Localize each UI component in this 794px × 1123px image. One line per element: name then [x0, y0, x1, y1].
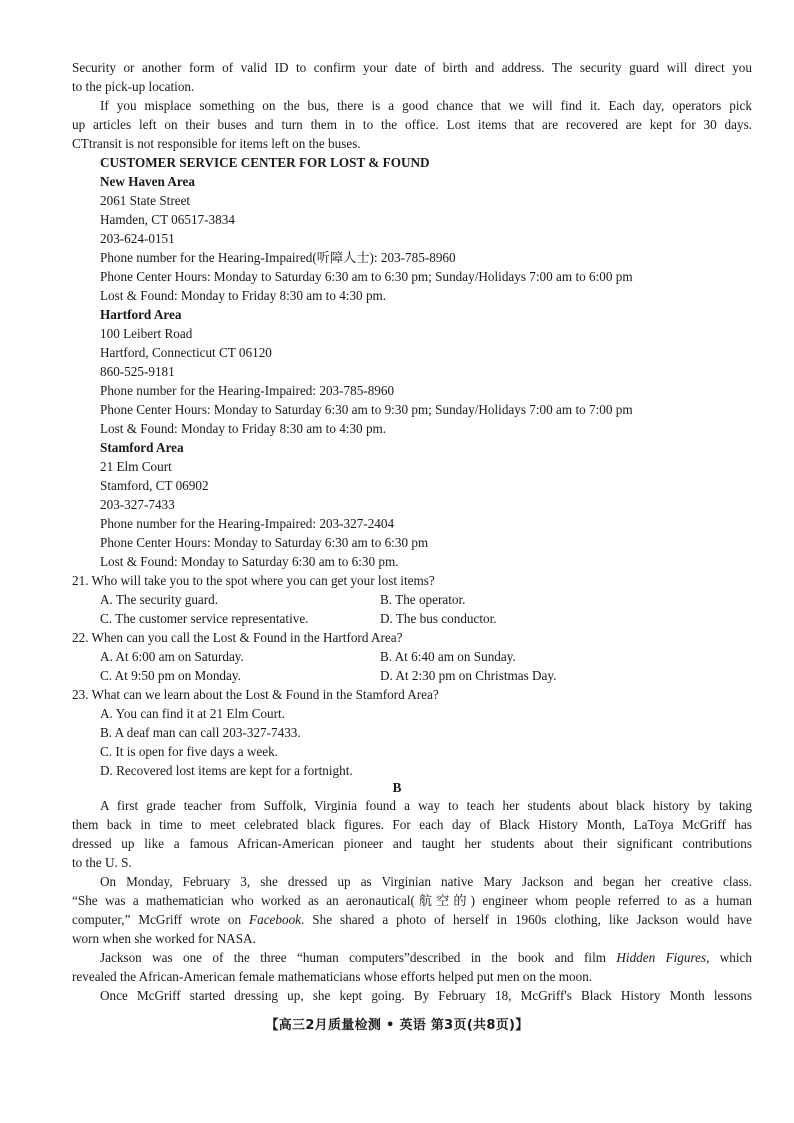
paragraph-line: to the U. S. — [72, 855, 132, 870]
paragraph-line — [100, 948, 752, 967]
option-c: C. At 9:50 pm on Monday. — [100, 668, 241, 683]
paragraph-line: to the pick-up location. — [72, 79, 195, 94]
option-d: D. The bus conductor. — [380, 611, 497, 626]
question-stem: 22. When can you call the Lost & Found in the Hartford Area? — [72, 630, 403, 645]
text-run: , which — [706, 950, 753, 965]
paragraph-line: “She was a mathematician who worked as an aeronautical(航空的) engineer whom people referred to as a human — [72, 893, 752, 908]
area-city: Hamden, CT 06517-3834 — [100, 212, 235, 227]
option-c: C. The customer service representative. — [100, 611, 309, 626]
area-street: 100 Leibert Road — [100, 326, 193, 341]
area-hours: Phone Center Hours: Monday to Saturday 6:30 am to 6:30 pm; Sunday/Holidays 7:00 am to 6:00 pm — [100, 269, 633, 284]
area-city: Hartford, Connecticut CT 06120 — [100, 345, 272, 360]
option-d: D. Recovered lost items are kept for a fortnight. — [100, 763, 353, 778]
paragraph-line: A first grade teacher from Suffolk, Virginia found a way to teach her students about black history by taking — [100, 798, 752, 813]
area-name: New Haven Area — [100, 174, 195, 189]
option-a: A. The security guard. — [100, 592, 219, 607]
paragraph-line: worn when she worked for NASA. — [72, 931, 256, 946]
area-lost-found: Lost & Found: Monday to Friday 8:30 am to 4:30 pm. — [100, 288, 387, 303]
area-street: 2061 State Street — [100, 193, 191, 208]
area-phone: 860-525-9181 — [100, 364, 175, 379]
paragraph-line — [72, 910, 752, 929]
passage-label: B — [392, 780, 402, 795]
paragraph-line: revealed the African-American female mathematicians whose efforts helped put men on the moon. — [72, 969, 593, 984]
option-d: D. At 2:30 pm on Christmas Day. — [380, 668, 557, 683]
option-b: B. A deaf man can call 203-327-7433. — [100, 725, 301, 740]
area-hearing-phone: Phone number for the Hearing-Impaired: 203-327-2404 — [100, 516, 395, 531]
paragraph-line: Once McGriff started dressing up, she kept going. By February 18, McGriff's Black History Month lessons — [100, 988, 752, 1003]
page-footer: 【高三2月质量检测 • 英语 第3页(共8页)】 — [265, 1018, 529, 1033]
text-run: computer,” McGriff wrote on — [72, 912, 250, 927]
area-phone: 203-624-0151 — [100, 231, 175, 246]
option-a: A. You can find it at 21 Elm Court. — [100, 706, 285, 721]
option-a: A. At 6:00 am on Saturday. — [100, 649, 244, 664]
area-phone: 203-327-7433 — [100, 497, 175, 512]
paragraph-line: Security or another form of valid ID to confirm your date of birth and address. The security guard will direct you — [72, 60, 752, 75]
paragraph-line: If you misplace something on the bus, there is a good chance that we will find it. Each day, operators pick — [100, 98, 752, 113]
paragraph-line: up articles left on their buses and turn them in to the office. Lost items that are recovered are kept for 30 days. — [72, 117, 752, 132]
text-run: . She shared a photo of herself in 1960s clothing, like Jackson would have — [301, 912, 752, 927]
paragraph-line: dressed up like a famous African-American pioneer and taught her students about their significant contributions — [72, 836, 752, 851]
italic-title: Facebook — [249, 912, 302, 927]
paragraph-line: On Monday, February 3, she dressed up as Virginian native Mary Jackson and began her creative class. — [100, 874, 752, 889]
italic-title: Hidden Figures — [616, 950, 707, 965]
option-b: B. At 6:40 am on Sunday. — [380, 649, 516, 664]
area-hearing-phone: Phone number for the Hearing-Impaired: 203-785-8960 — [100, 383, 395, 398]
area-lost-found: Lost & Found: Monday to Friday 8:30 am to 4:30 pm. — [100, 421, 387, 436]
section-heading: CUSTOMER SERVICE CENTER FOR LOST & FOUND — [100, 155, 430, 170]
area-lost-found: Lost & Found: Monday to Saturday 6:30 am to 6:30 pm. — [100, 554, 399, 569]
question-stem: 23. What can we learn about the Lost & Found in the Stamford Area? — [72, 687, 439, 702]
option-c: C. It is open for five days a week. — [100, 744, 278, 759]
paragraph-line: them back in time to meet celebrated black figures. For each day of Black History Month, LaToya McGriff has — [72, 817, 752, 832]
area-hours: Phone Center Hours: Monday to Saturday 6:30 am to 9:30 pm; Sunday/Holidays 7:00 am to 7:00 pm — [100, 402, 633, 417]
paragraph-line: CTtransit is not responsible for items left on the buses. — [72, 136, 361, 151]
area-street: 21 Elm Court — [100, 459, 172, 474]
area-hearing-phone: Phone number for the Hearing-Impaired(听障人士): 203-785-8960 — [100, 250, 456, 265]
area-name: Hartford Area — [100, 307, 182, 322]
area-city: Stamford, CT 06902 — [100, 478, 209, 493]
option-b: B. The operator. — [380, 592, 466, 607]
question-stem: 21. Who will take you to the spot where you can get your lost items? — [72, 573, 435, 588]
area-hours: Phone Center Hours: Monday to Saturday 6:30 am to 6:30 pm — [100, 535, 429, 550]
area-name: Stamford Area — [100, 440, 184, 455]
text-run: Jackson was one of the three “human computers”described in the book and film — [100, 950, 617, 965]
